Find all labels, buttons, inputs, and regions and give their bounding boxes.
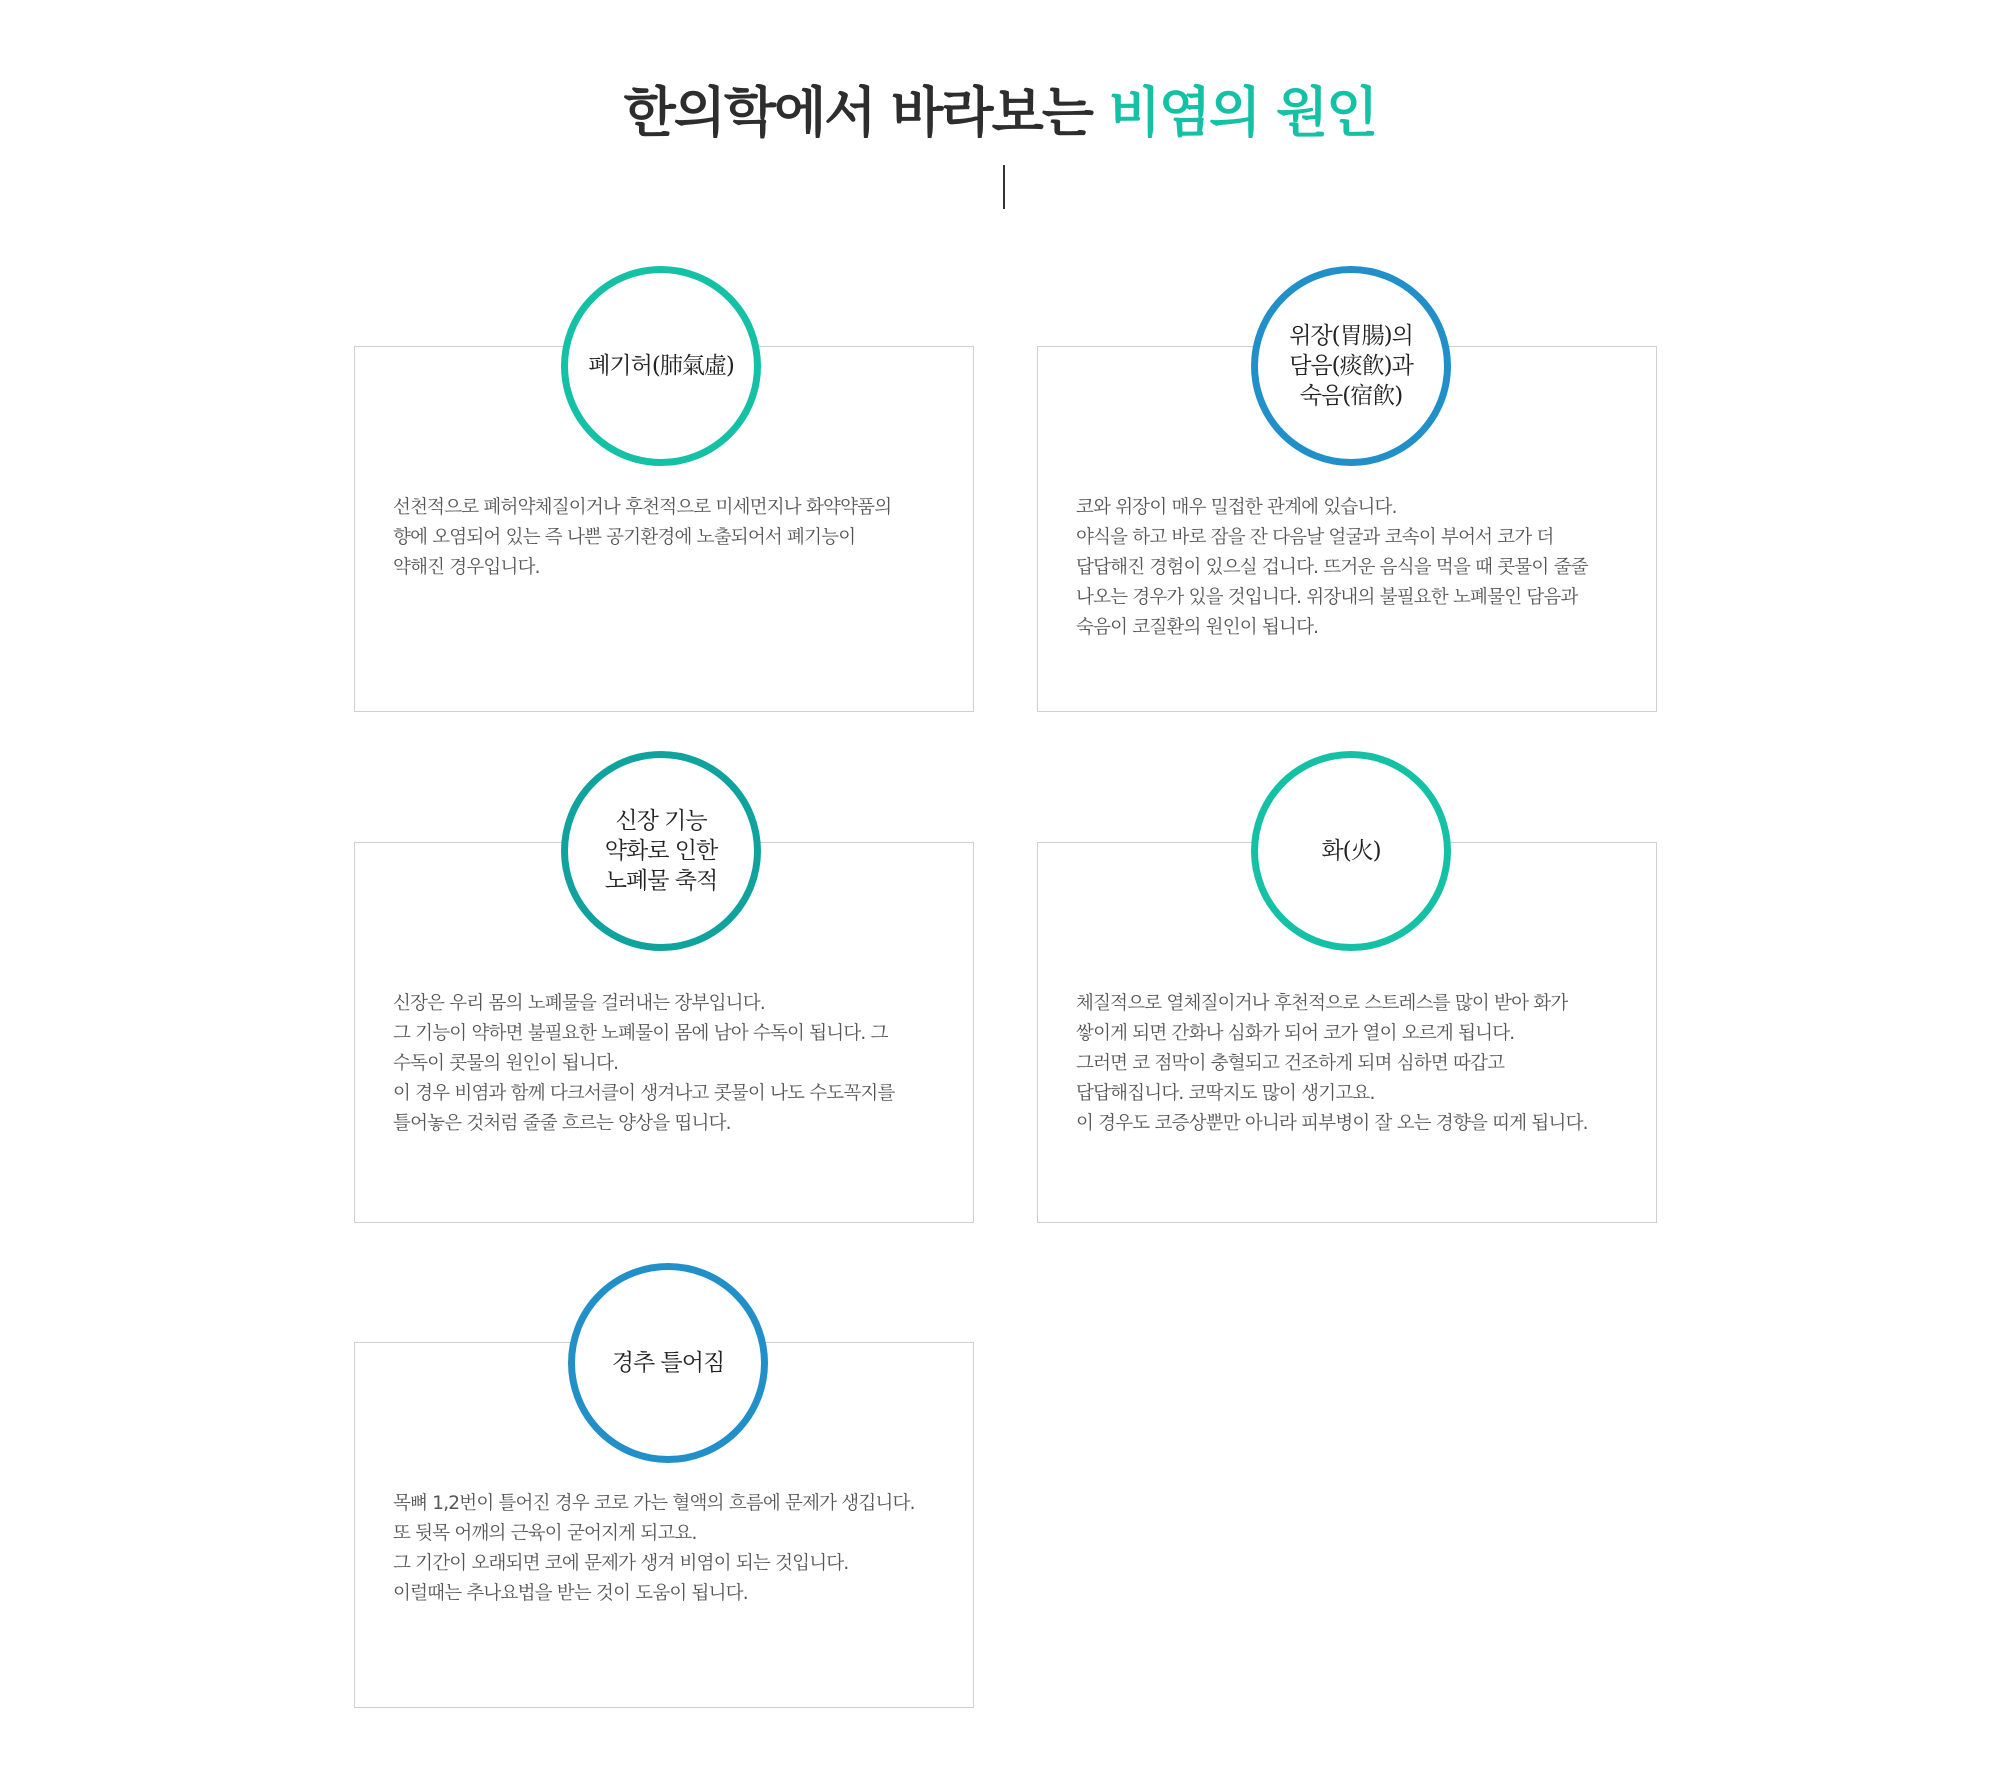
cause-badge-lung bbox=[561, 266, 761, 466]
cause-badge-kidney bbox=[561, 751, 761, 951]
cause-description bbox=[1076, 989, 1636, 1139]
badge-line: 숙음(宿飮) bbox=[1299, 383, 1403, 409]
badge-line: 노폐물 축적 bbox=[604, 868, 718, 894]
description-line: 숙음이 코질환의 원인이 됩니다. bbox=[1076, 617, 1319, 638]
badge-line: 신장 기능 bbox=[615, 808, 707, 834]
cause-description bbox=[393, 989, 953, 1139]
cause-description bbox=[393, 493, 953, 583]
description-line: 야식을 하고 바로 잠을 잔 다음날 얼굴과 코속이 부어서 코가 더 bbox=[1076, 527, 1554, 548]
cause-badge-label bbox=[1289, 321, 1413, 411]
badge-line: 경추 틀어짐 bbox=[611, 1350, 725, 1376]
cause-badge-label bbox=[1321, 836, 1380, 866]
cause-description bbox=[1076, 493, 1636, 643]
page-title bbox=[0, 80, 2000, 146]
cause-badge-cervical bbox=[568, 1263, 768, 1463]
cause-badge-label bbox=[588, 351, 734, 381]
description-line: 그 기간이 오래되면 코에 문제가 생겨 비염이 되는 것입니다. bbox=[393, 1553, 849, 1574]
badge-line: 약화로 인한 bbox=[604, 838, 718, 864]
description-line: 향에 오염되어 있는 즉 나쁜 공기환경에 노출되어서 폐기능이 bbox=[393, 527, 856, 548]
description-line: 또 뒷목 어깨의 근육이 굳어지게 되고요. bbox=[393, 1523, 697, 1544]
description-line: 목뼈 1,2번이 틀어진 경우 코로 가는 혈액의 흐름에 문제가 생깁니다. bbox=[393, 1493, 915, 1514]
description-line: 틀어놓은 것처럼 줄줄 흐르는 양상을 띱니다. bbox=[393, 1113, 731, 1134]
badge-line: 화(火) bbox=[1321, 838, 1381, 864]
description-line: 그러면 코 점막이 충혈되고 건조하게 되며 심하면 따갑고 bbox=[1076, 1053, 1505, 1074]
cause-badge-stomach bbox=[1251, 266, 1451, 466]
description-line: 코와 위장이 매우 밀접한 관계에 있습니다. bbox=[1076, 497, 1397, 518]
description-line: 이 경우 비염과 함께 다크서클이 생겨나고 콧물이 나도 수도꼭지를 bbox=[393, 1083, 895, 1104]
description-line: 선천적으로 폐허약체질이거나 후천적으로 미세먼지나 화약약품의 bbox=[393, 497, 892, 518]
description-line: 이 경우도 코증상뿐만 아니라 피부병이 잘 오는 경향을 띠게 됩니다. bbox=[1076, 1113, 1588, 1134]
cause-badge-fire bbox=[1251, 751, 1451, 951]
title-prefix: 한의학에서 바라보는 bbox=[623, 81, 1109, 144]
cause-badge-label bbox=[605, 806, 717, 896]
description-line: 약해진 경우입니다. bbox=[393, 557, 540, 578]
title-accent: 비염의 원인 bbox=[1108, 81, 1377, 144]
badge-line: 위장(胃腸)의 bbox=[1289, 323, 1413, 349]
description-line: 쌓이게 되면 간화나 심화가 되어 코가 열이 오르게 됩니다. bbox=[1076, 1023, 1515, 1044]
description-line: 나오는 경우가 있을 것입니다. 위장내의 불필요한 노폐물인 담음과 bbox=[1076, 587, 1578, 608]
cause-badge-label bbox=[612, 1348, 724, 1378]
description-line: 그 기능이 약하면 불필요한 노폐물이 몸에 남아 수독이 됩니다. 그 bbox=[393, 1023, 888, 1044]
title-divider bbox=[1003, 165, 1005, 209]
description-line: 답답해집니다. 코딱지도 많이 생기고요. bbox=[1076, 1083, 1375, 1104]
description-line: 이럴때는 추나요법을 받는 것이 도움이 됩니다. bbox=[393, 1583, 748, 1604]
badge-line: 폐기허(肺氣虛) bbox=[588, 353, 734, 379]
description-line: 수독이 콧물의 원인이 됩니다. bbox=[393, 1053, 619, 1074]
badge-line: 담음(痰飮)과 bbox=[1289, 353, 1413, 379]
description-line: 체질적으로 열체질이거나 후천적으로 스트레스를 많이 받아 화가 bbox=[1076, 993, 1568, 1014]
cause-description bbox=[393, 1489, 953, 1609]
description-line: 신장은 우리 몸의 노폐물을 걸러내는 장부입니다. bbox=[393, 993, 765, 1014]
description-line: 답답해진 경험이 있으실 겁니다. 뜨거운 음식을 먹을 때 콧물이 줄줄 bbox=[1076, 557, 1588, 578]
